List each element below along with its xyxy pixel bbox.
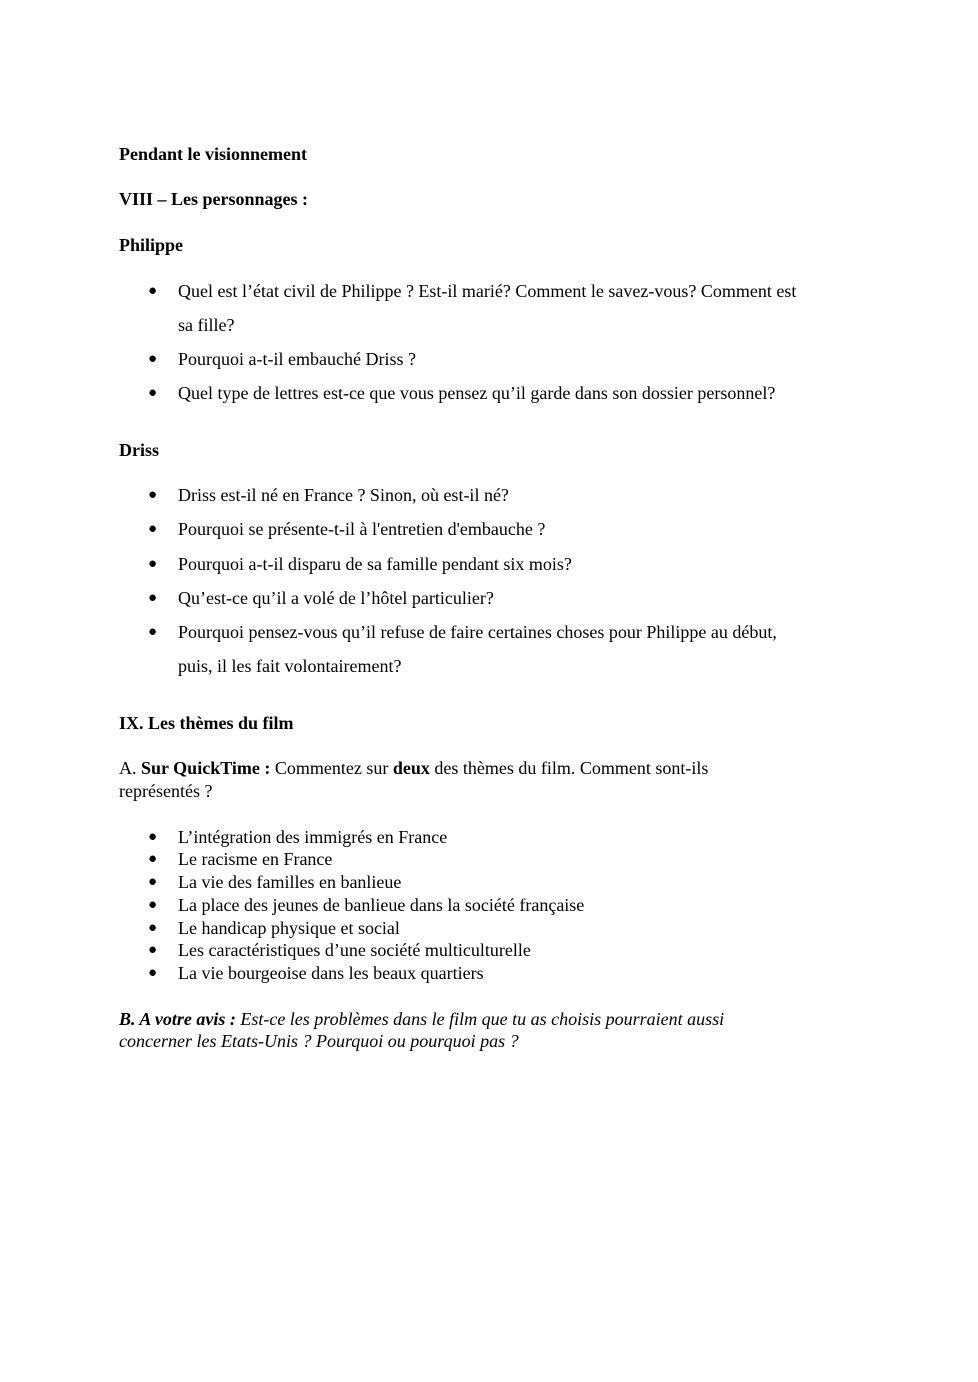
bullet-icon: ● <box>148 829 158 845</box>
section-viii-title: VIII – Les personnages : <box>119 189 309 209</box>
viewing-heading: Pendant le visionnement <box>119 144 308 164</box>
bullet-icon: ● <box>148 920 158 936</box>
part-a-line1: A. Sur QuickTime : Commentez sur deux des thèmes du film. Comment sont-ils <box>119 758 709 778</box>
philippe-heading: Philippe <box>119 235 184 255</box>
bullet-icon: ● <box>148 897 158 913</box>
bullet-icon: ● <box>148 521 158 537</box>
part-b-line2: concerner les Etats-Unis ? Pourquoi ou pourquoi pas ? <box>119 1031 519 1051</box>
driss-heading: Driss <box>119 440 159 460</box>
quicktime-label: Sur QuickTime : <box>141 758 271 778</box>
bullet-icon: ● <box>148 874 158 890</box>
bullet-icon: ● <box>148 590 158 606</box>
section-ix-title: IX. Les thèmes du film <box>119 713 294 733</box>
part-b-line1: B. A votre avis : Est-ce les problèmes dans le film que tu as choisis pourraient aussi <box>119 1009 725 1029</box>
bullet-icon: ● <box>148 385 158 401</box>
bullet-icon: ● <box>148 283 158 299</box>
document-page: Pendant le visionnement VIII – Les personnages : Philippe ● Quel est l’état civil de Philippe ? Est-il marié? Comment le savez-vous? Comment est sa fille? ● Pourquoi a-t-il embauché Driss ? ● Quel type de lettres est-ce que vous pensez qu’il garde dans son dossier personnel? Driss ● Driss est-il né en France ? Sinon, où est-il né? ● Pourquoi se présente-t-il à l'entretien d'embauche ? ● Pourquoi a-t-il disparu de sa famille pendant six mois? ● Qu’est-ce qu’il a volé de l’hôtel particulier? ● Pourquoi pensez-vous qu’il refuse de faire certaines choses pour Philippe au début, puis, il les fait volontairement? IX. Les thèmes du film A. Sur QuickTime : Commentez sur deux des thèmes du film. Comment sont-ils représentés ? ● L’intégration des immigrés en France ● Le racisme en France ● La vie des familles en banlieue ● La place des jeunes de banlieue dans la société française ● Le handicap physique et social ● Les caractéristiques d’une société multiculturelle ● La vie bourgeoise dans les beaux quartiers B. A votre avis : Est-ce les problèmes dans le film que tu as choisis pourraient aussi concerner les Etats-Unis ? Pourquoi ou pourquoi pas ? <box>119 144 797 1051</box>
bullet-icon: ● <box>148 965 158 981</box>
bullet-icon: ● <box>148 851 158 867</box>
bullet-icon: ● <box>148 556 158 572</box>
bullet-icon: ● <box>148 942 158 958</box>
votre-avis-label: B. A votre avis : <box>119 1009 236 1029</box>
bullet-icon: ● <box>148 487 158 503</box>
emphasis-deux: deux <box>392 758 430 778</box>
part-a-line2: représentés ? <box>119 781 213 801</box>
bullet-icon: ● <box>148 624 158 640</box>
bullet-icon: ● <box>148 351 158 367</box>
